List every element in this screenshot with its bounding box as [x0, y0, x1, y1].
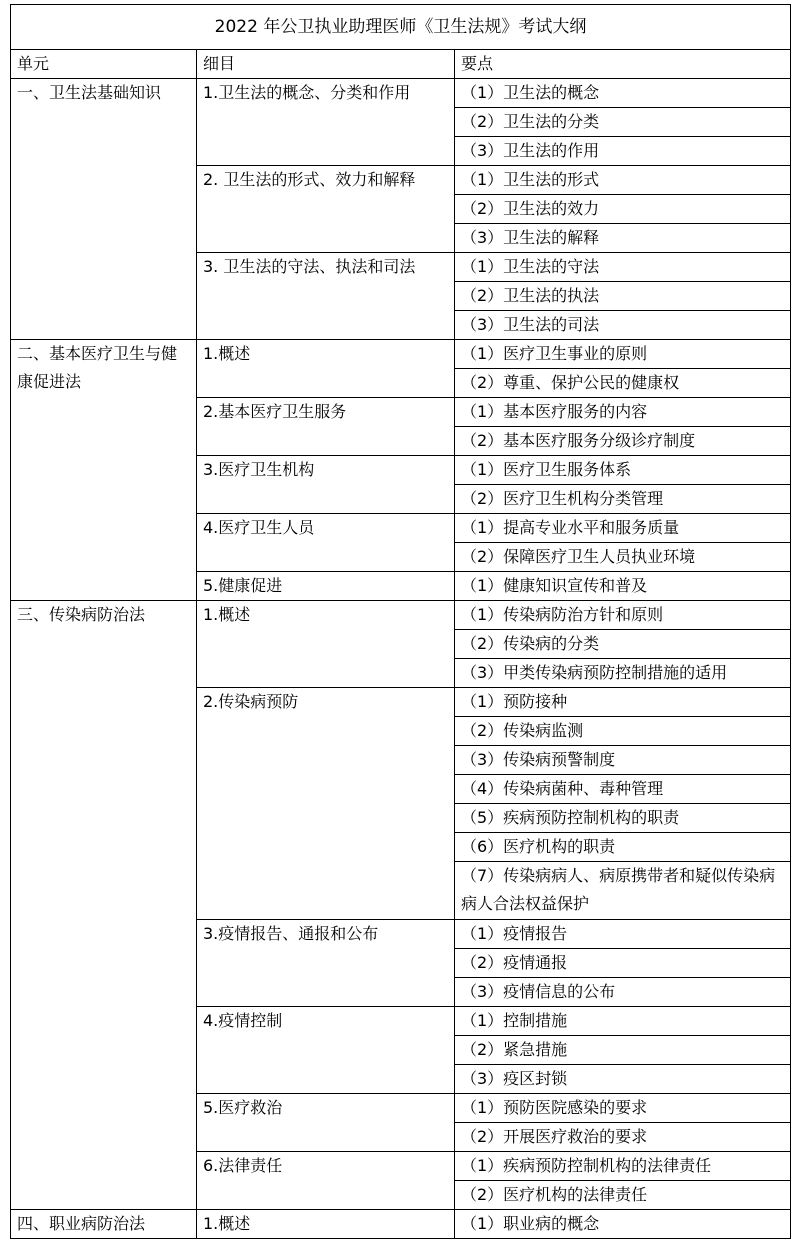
- point-cell: （1）卫生法的概念: [455, 79, 791, 108]
- detail-cell: 1.卫生法的概念、分类和作用: [197, 79, 455, 166]
- point-cell: （2）卫生法的执法: [455, 282, 791, 311]
- document-title: 2022 年公卫执业助理医师《卫生法规》考试大纲: [11, 5, 791, 50]
- point-cell: （2）卫生法的效力: [455, 195, 791, 224]
- point-cell: （7）传染病病人、病原携带者和疑似传染病病人合法权益保护: [455, 862, 791, 920]
- point-cell: （2）传染病监测: [455, 717, 791, 746]
- point-cell: （3）甲类传染病预防控制措施的适用: [455, 659, 791, 688]
- unit-cell: 四、职业病防治法: [11, 1210, 197, 1239]
- point-cell: （2）疫情通报: [455, 949, 791, 978]
- point-cell: （1）提高专业水平和服务质量: [455, 514, 791, 543]
- detail-cell: 6.法律责任: [197, 1152, 455, 1210]
- table-row: [11, 340, 791, 369]
- detail-cell: 4.医疗卫生人员: [197, 514, 455, 572]
- detail-cell: 5.医疗救治: [197, 1094, 455, 1152]
- point-cell: （2）传染病的分类: [455, 630, 791, 659]
- unit-cell: 二、基本医疗卫生与健康促进法: [11, 340, 197, 601]
- point-cell: （3）卫生法的司法: [455, 311, 791, 340]
- table-row: [11, 601, 791, 630]
- syllabus-table: [10, 4, 791, 1239]
- detail-cell: 1.概述: [197, 340, 455, 398]
- point-cell: （3）疫区封锁: [455, 1065, 791, 1094]
- point-cell: （1）健康知识宣传和普及: [455, 572, 791, 601]
- point-cell: （2）基本医疗服务分级诊疗制度: [455, 427, 791, 456]
- detail-cell: 1.概述: [197, 1210, 455, 1239]
- point-cell: （2）紧急措施: [455, 1036, 791, 1065]
- point-cell: （1）卫生法的守法: [455, 253, 791, 282]
- detail-cell: 5.健康促进: [197, 572, 455, 601]
- detail-cell: 2.传染病预防: [197, 688, 455, 920]
- detail-cell: 3.医疗卫生机构: [197, 456, 455, 514]
- detail-cell: 3. 卫生法的守法、执法和司法: [197, 253, 455, 340]
- point-cell: （2）医疗卫生机构分类管理: [455, 485, 791, 514]
- point-cell: （2）卫生法的分类: [455, 108, 791, 137]
- header-row: [11, 50, 791, 79]
- point-cell: （1）医疗卫生服务体系: [455, 456, 791, 485]
- header-unit: 单元: [11, 50, 197, 79]
- header-point: 要点: [455, 50, 791, 79]
- point-cell: （6）医疗机构的职责: [455, 833, 791, 862]
- point-cell: （1）控制措施: [455, 1007, 791, 1036]
- point-cell: （4）传染病菌种、毒种管理: [455, 775, 791, 804]
- detail-cell: 2.基本医疗卫生服务: [197, 398, 455, 456]
- point-cell: （1）基本医疗服务的内容: [455, 398, 791, 427]
- point-cell: （2）保障医疗卫生人员执业环境: [455, 543, 791, 572]
- point-cell: （2）开展医疗救治的要求: [455, 1123, 791, 1152]
- point-cell: （3）疫情信息的公布: [455, 978, 791, 1007]
- detail-cell: 2. 卫生法的形式、效力和解释: [197, 166, 455, 253]
- unit-cell: 一、卫生法基础知识: [11, 79, 197, 340]
- point-cell: （1）传染病防治方针和原则: [455, 601, 791, 630]
- point-cell: （3）卫生法的作用: [455, 137, 791, 166]
- point-cell: （5）疾病预防控制机构的职责: [455, 804, 791, 833]
- point-cell: （1）卫生法的形式: [455, 166, 791, 195]
- point-cell: （1）疾病预防控制机构的法律责任: [455, 1152, 791, 1181]
- point-cell: （2）医疗机构的法律责任: [455, 1181, 791, 1210]
- header-detail: 细目: [197, 50, 455, 79]
- table-row: [11, 79, 791, 108]
- detail-cell: 4.疫情控制: [197, 1007, 455, 1094]
- detail-cell: 3.疫情报告、通报和公布: [197, 920, 455, 1007]
- detail-cell: 1.概述: [197, 601, 455, 688]
- unit-cell: 三、传染病防治法: [11, 601, 197, 1210]
- point-cell: （2）尊重、保护公民的健康权: [455, 369, 791, 398]
- point-cell: （3）卫生法的解释: [455, 224, 791, 253]
- point-cell: （1）疫情报告: [455, 920, 791, 949]
- table-row: [11, 1210, 791, 1239]
- point-cell: （3）传染病预警制度: [455, 746, 791, 775]
- point-cell: （1）医疗卫生事业的原则: [455, 340, 791, 369]
- point-cell: （1）预防接种: [455, 688, 791, 717]
- point-cell: （1）预防医院感染的要求: [455, 1094, 791, 1123]
- point-cell: （1）职业病的概念: [455, 1210, 791, 1239]
